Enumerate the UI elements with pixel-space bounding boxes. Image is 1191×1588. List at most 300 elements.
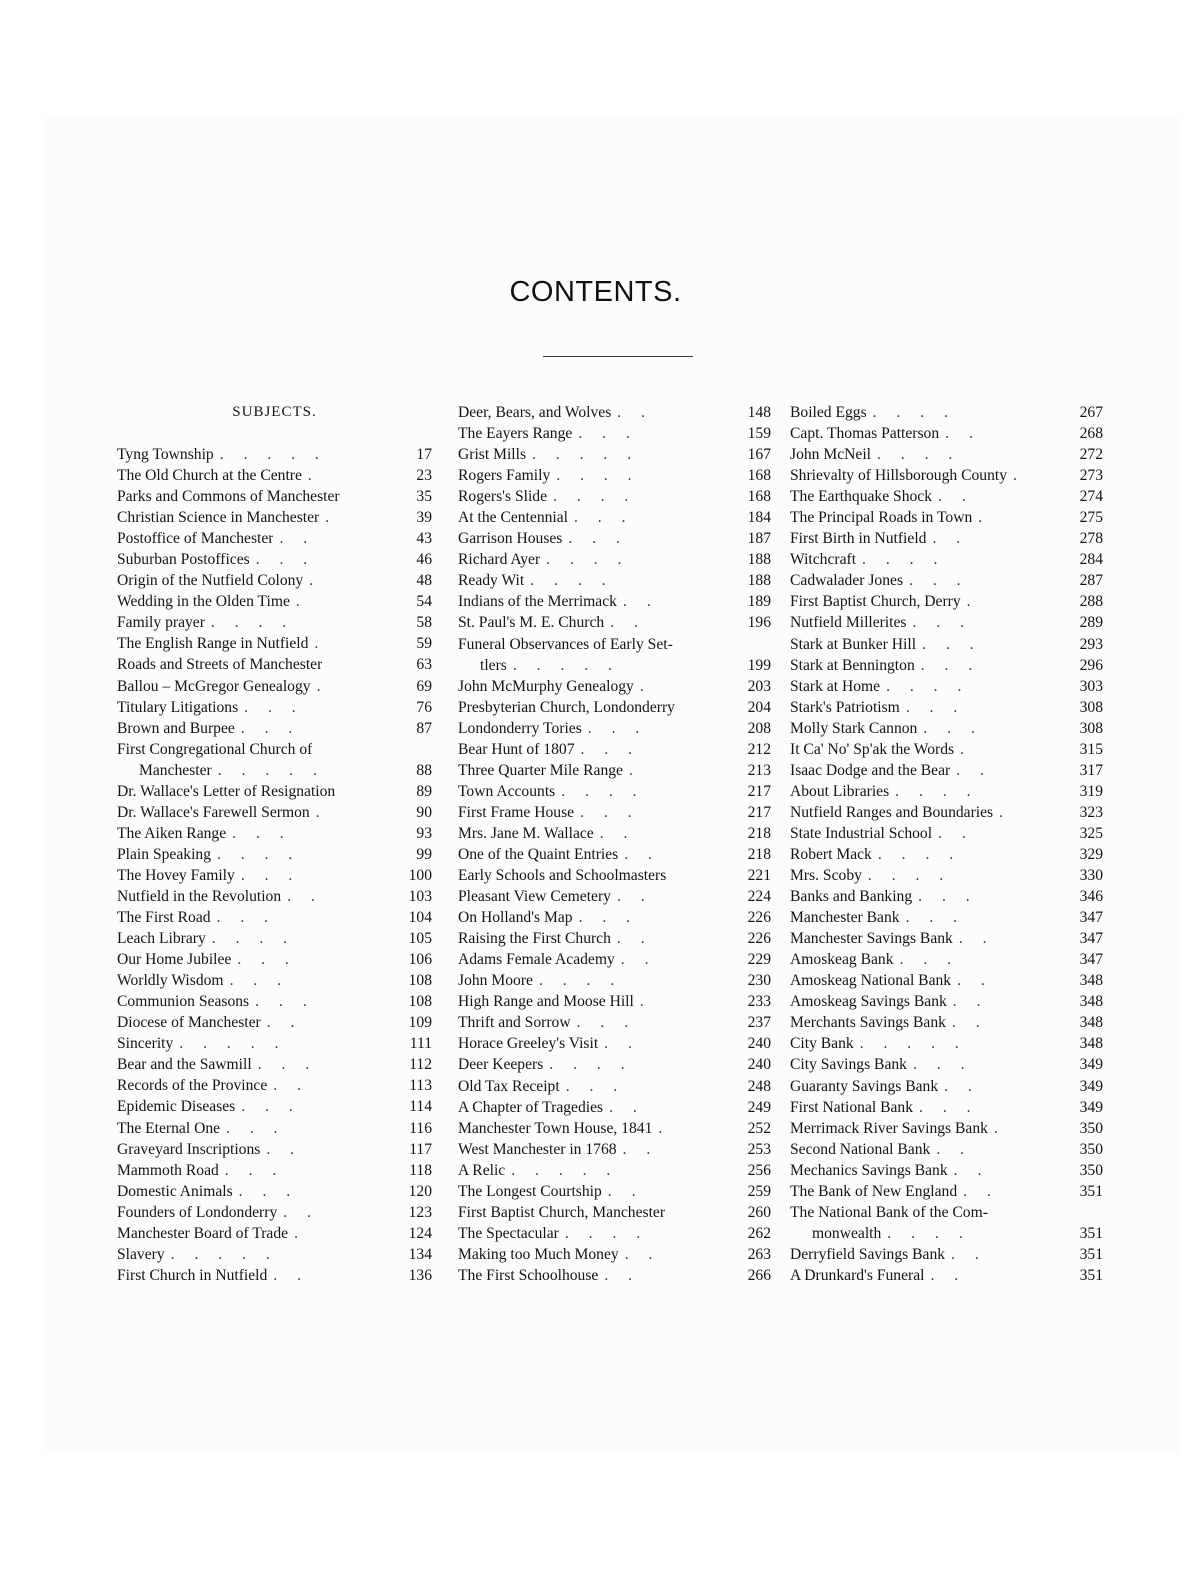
contents-entry [117, 781, 432, 802]
entry-leader-dots: . . . [240, 719, 301, 737]
entry-leader-dots: . . . . . [511, 1161, 619, 1179]
entry-leader-dots: . . . . . [859, 1035, 967, 1053]
entry-page-number: 349 [1079, 1056, 1103, 1074]
entry-title: Our Home Jubilee [117, 951, 232, 969]
contents-entry [117, 928, 432, 949]
entry-page-number: 58 [416, 614, 432, 632]
contents-entry [458, 1139, 771, 1160]
entry-title: Robert Mack [790, 845, 872, 863]
entry-title: Suburban Postoffices [117, 551, 250, 569]
entry-page-number: 124 [408, 1224, 432, 1242]
entry-title: John McMurphy Genealogy [458, 677, 634, 695]
entry-title: John Moore [458, 972, 533, 990]
entry-leader-dots: . [993, 1119, 1006, 1137]
entry-title: Origin of the Nutfield Colony [117, 572, 304, 590]
entry-title: First Baptist Church, Manchester [458, 1203, 666, 1221]
entry-title: First Baptist Church, Derry [790, 593, 961, 611]
entry-leader-dots: . . . [587, 719, 648, 737]
contents-entry [458, 865, 771, 886]
entry-title: A Drunkard's Funeral [790, 1266, 925, 1284]
entry-page-number: 105 [408, 930, 432, 948]
entry-page-number: 268 [1079, 425, 1103, 443]
entry-title: Tyng Township [117, 446, 214, 463]
contents-entry [117, 591, 432, 612]
contents-entry [117, 739, 432, 760]
entry-leader-dots: . [999, 803, 1012, 821]
entry-leader-dots: . . [616, 930, 653, 948]
entry-page-number: 118 [409, 1161, 432, 1179]
contents-entry [790, 570, 1103, 591]
contents-column-3 [790, 402, 1103, 1286]
entry-leader-dots: . . . . . [532, 446, 640, 464]
contents-entry [458, 676, 771, 697]
contents-entry [458, 507, 771, 528]
contents-entry [790, 760, 1103, 781]
entry-page-number: 347 [1079, 930, 1103, 948]
entry-title: Pleasant View Cemetery [458, 888, 611, 906]
contents-entry [458, 1118, 771, 1139]
entry-page-number: 43 [416, 530, 432, 548]
entry-page-number: 217 [747, 803, 771, 821]
entry-page-number: 323 [1079, 803, 1103, 821]
contents-entry [790, 676, 1103, 697]
contents-entry [458, 465, 771, 486]
entry-leader-dots: . . . . [564, 1224, 649, 1242]
contents-entry [790, 1181, 1103, 1202]
contents-entry [117, 991, 432, 1012]
entry-title: Ready Wit [458, 572, 525, 590]
entry-page-number: 248 [747, 1077, 771, 1095]
entry-page-number: 54 [416, 593, 432, 611]
entry-page-number: 237 [747, 1014, 771, 1032]
contents-entry [790, 865, 1103, 886]
contents-entry [458, 612, 771, 633]
contents-entry [117, 1244, 432, 1265]
entry-title: Domestic Animals [117, 1182, 233, 1200]
entry-leader-dots: . . . [255, 993, 315, 1011]
contents-entry [790, 1033, 1103, 1054]
contents-entry [790, 1012, 1103, 1033]
entry-leader-dots: . . . . . [219, 446, 327, 463]
contents-entry [117, 802, 432, 823]
entry-leader-dots: . . [956, 761, 992, 779]
entry-page-number: 259 [747, 1182, 771, 1200]
entry-page-number: 293 [1079, 635, 1103, 653]
contents-entry [458, 718, 771, 739]
entry-leader-dots: . . [963, 1182, 999, 1200]
entry-leader-dots: . . . [255, 551, 316, 569]
entry-leader-dots: . . [609, 1098, 645, 1116]
entry-page-number: 226 [747, 909, 771, 927]
contents-entry [458, 928, 771, 949]
entry-title: The Bank of New England [790, 1182, 958, 1200]
entry-leader-dots: . . [620, 951, 657, 969]
contents-entry [458, 444, 771, 465]
contents-entry [458, 697, 771, 718]
contents-entry [117, 1054, 432, 1075]
entry-title: Titulary Litigations [117, 698, 239, 716]
entry-leader-dots: . . [604, 1035, 640, 1053]
entry-page-number: 230 [747, 972, 771, 990]
entry-leader-dots: . [314, 635, 327, 653]
entry-title: Isaac Dodge and the Bear [790, 761, 951, 779]
contents-entry [790, 507, 1103, 528]
entry-leader-dots: . . . [240, 866, 301, 884]
entry-title: tlers [480, 656, 507, 674]
entry-page-number: 278 [1079, 530, 1103, 548]
contents-entry [117, 1139, 432, 1160]
entry-page-number: 240 [747, 1056, 771, 1074]
entry-title: Early Schools and Schoolmasters [458, 867, 667, 885]
entry-title: Amoskeag Bank [790, 951, 894, 969]
entry-title: Mechanics Savings Bank [790, 1161, 948, 1179]
entry-page-number: 256 [747, 1161, 771, 1179]
entry-leader-dots: . . [958, 930, 995, 948]
contents-entry [458, 949, 771, 970]
entry-title: Stark at Bunker Hill [790, 635, 917, 653]
entry-page-number: 346 [1079, 888, 1103, 906]
entry-page-number: 347 [1079, 951, 1103, 969]
contents-entry [790, 907, 1103, 928]
contents-entry [790, 1244, 1103, 1265]
contents-entry [117, 507, 432, 528]
contents-entry [117, 528, 432, 549]
entry-leader-dots: . . . [568, 530, 628, 548]
entry-page-number: 196 [747, 614, 771, 632]
contents-entry [458, 1076, 771, 1097]
entry-leader-dots: . . . [578, 425, 638, 443]
entry-page-number: 117 [409, 1140, 432, 1158]
entry-leader-dots: . . . [565, 1077, 626, 1095]
entry-page-number: 168 [747, 488, 771, 506]
entry-page-number: 348 [1079, 972, 1103, 990]
entry-page-number: 226 [747, 930, 771, 948]
entry-title: Postoffice of Manchester [117, 530, 274, 548]
entry-leader-dots: . . [951, 1245, 987, 1263]
entry-leader-dots: . . . . [867, 867, 952, 885]
entry-leader-dots: . . [957, 972, 993, 990]
contents-entry [790, 1054, 1103, 1075]
contents-entry [790, 655, 1103, 676]
entry-page-number: 288 [1079, 593, 1103, 611]
contents-entry [790, 844, 1103, 865]
entry-leader-dots: . [960, 740, 973, 758]
entry-leader-dots: . . . . . [170, 1245, 278, 1263]
entry-leader-dots: . . . . [887, 1224, 971, 1242]
entry-page-number: 240 [747, 1035, 771, 1053]
entry-title: About Libraries [790, 782, 890, 800]
entry-title: Manchester Board of Trade [117, 1224, 289, 1242]
entry-page-number: 212 [747, 740, 771, 758]
entry-page-number: 106 [408, 951, 432, 969]
entry-page-number: 113 [409, 1077, 432, 1095]
entry-leader-dots: . . [616, 888, 653, 906]
contents-entry [117, 1096, 432, 1117]
entry-page-number: 347 [1079, 909, 1103, 927]
entry-title: Merrimack River Savings Bank [790, 1119, 988, 1137]
contents-entry [458, 1265, 771, 1286]
entry-page-number: 109 [408, 1014, 432, 1032]
entry-title: Nutfield Millerites [790, 614, 907, 632]
entry-title: Rogers Family [458, 467, 551, 485]
entry-leader-dots: . [658, 1119, 671, 1137]
entry-page-number: 348 [1079, 1014, 1103, 1032]
entry-page-number: 217 [747, 782, 771, 800]
contents-entry [458, 655, 771, 676]
entry-leader-dots: . . . [899, 951, 960, 969]
entry-leader-dots: . . [938, 824, 974, 842]
contents-entry [790, 486, 1103, 507]
contents-entry [458, 823, 771, 844]
contents-entry [790, 1160, 1103, 1181]
contents-entry [458, 991, 771, 1012]
entry-leader-dots: . . [938, 488, 974, 506]
entry-page-number: 39 [416, 509, 432, 527]
entry-page-number: 218 [747, 845, 771, 863]
entry-page-number: 287 [1079, 572, 1103, 590]
entry-page-number: 349 [1079, 1098, 1103, 1116]
entry-leader-dots: . . . . [877, 446, 961, 464]
entry-page-number: 229 [747, 951, 771, 969]
entry-title: Nutfield Ranges and Boundaries [790, 803, 994, 821]
entry-leader-dots: . . . [244, 698, 304, 716]
contents-entry [117, 1223, 432, 1244]
contents-entry [790, 1076, 1103, 1097]
entry-page-number: 351 [1079, 1182, 1103, 1200]
entry-page-number: 203 [747, 677, 771, 695]
entry-page-number: 63 [416, 656, 432, 674]
contents-entry [790, 528, 1103, 549]
contents-entry [458, 591, 771, 612]
entry-page-number: 262 [747, 1224, 771, 1242]
entry-title: The Spectacular [458, 1224, 559, 1242]
entry-page-number: 199 [747, 656, 771, 674]
entry-leader-dots: . . [624, 1245, 661, 1263]
entry-page-number: 284 [1079, 551, 1103, 569]
entry-leader-dots: . . [953, 1161, 990, 1179]
entry-leader-dots: . . . [226, 1119, 286, 1137]
entry-page-number: 272 [1079, 446, 1103, 464]
contents-entry [790, 781, 1103, 802]
entry-leader-dots: . . [273, 1266, 309, 1284]
entry-page-number: 350 [1079, 1140, 1103, 1158]
entry-title: Bear and the Sawmill [117, 1056, 252, 1074]
entry-title: Grist Mills [458, 446, 527, 464]
entry-title: The English Range in Nutfield [117, 635, 309, 653]
contents-entry [790, 423, 1103, 444]
contents-entry [458, 907, 771, 928]
entry-title: City Savings Bank [790, 1056, 907, 1074]
entry-title: The Principal Roads in Town [790, 509, 973, 527]
contents-entry [458, 781, 771, 802]
entry-leader-dots: . . [622, 1140, 659, 1158]
entry-title: Shrievalty of Hillsborough County [790, 467, 1008, 485]
entry-title: Stark at Home [790, 677, 881, 695]
entry-leader-dots: . . . . [561, 782, 645, 800]
entry-page-number: 349 [1079, 1077, 1103, 1095]
entry-leader-dots: . . [273, 1077, 309, 1095]
entry-title: Wedding in the Olden Time [117, 593, 290, 611]
entry-leader-dots: . . [622, 593, 659, 611]
entry-title: Christian Science in Manchester [117, 509, 320, 527]
contents-entry [790, 718, 1103, 739]
entry-title: The First Schoolhouse [458, 1266, 599, 1284]
contents-entry [117, 633, 432, 654]
contents-column-2 [458, 402, 771, 1286]
contents-entry [458, 1033, 771, 1054]
entry-leader-dots: . . . . [862, 551, 946, 569]
entry-page-number: 187 [747, 530, 771, 548]
entry-leader-dots: . . [604, 1266, 641, 1284]
entry-page-number: 308 [1079, 719, 1103, 737]
entry-page-number: 167 [747, 446, 771, 464]
entry-page-number: 189 [747, 593, 771, 611]
entry-title: The Eternal One [117, 1119, 221, 1137]
contents-entry [458, 486, 771, 507]
entry-page-number: 204 [747, 698, 771, 716]
entry-leader-dots: . . . [912, 1056, 973, 1074]
entry-title: First Congregational Church of [117, 740, 313, 758]
entry-leader-dots: . [978, 509, 991, 527]
entry-page-number: 351 [1079, 1224, 1103, 1242]
entry-page-number: 351 [1079, 1266, 1103, 1284]
entry-leader-dots: . . [266, 1140, 303, 1158]
contents-entry [790, 1265, 1103, 1286]
entry-leader-dots: . . . [224, 1161, 285, 1179]
entry-title: Mrs. Jane M. Wallace [458, 824, 594, 842]
entry-page-number: 76 [416, 698, 432, 716]
contents-entry [117, 949, 432, 970]
entry-page-number: 87 [416, 719, 432, 737]
entry-title: A Relic [458, 1161, 506, 1179]
entry-leader-dots: . [628, 761, 641, 779]
entry-title: Leach Library [117, 930, 206, 948]
entry-title: The Earthquake Shock [790, 488, 933, 506]
entry-leader-dots: . . . . [895, 782, 979, 800]
entry-leader-dots: . . . . [530, 572, 614, 590]
entry-page-number: 89 [416, 782, 432, 800]
entry-leader-dots: . . . [909, 572, 969, 590]
entry-title: Three Quarter Mile Range [458, 761, 623, 779]
entry-page-number: 213 [747, 761, 771, 779]
entry-title: Raising the First Church [458, 930, 611, 948]
entry-title: The Longest Courtship [458, 1182, 602, 1200]
entry-title: Thrift and Sorrow [458, 1014, 571, 1032]
entry-leader-dots: . [316, 677, 329, 695]
contents-entry [117, 1265, 432, 1286]
contents-entry [458, 570, 771, 591]
entry-title: Plain Speaking [117, 845, 211, 863]
entry-page-number: 104 [408, 909, 432, 927]
entry-title: Amoskeag National Bank [790, 972, 952, 990]
entry-page-number: 273 [1079, 467, 1103, 485]
entry-title: Richard Ayer [458, 551, 541, 569]
entry-page-number: 303 [1079, 677, 1103, 695]
contents-entry [790, 697, 1103, 718]
entry-leader-dots: . . [610, 614, 646, 632]
entry-title: Manchester [139, 761, 212, 779]
entry-page-number: 351 [1079, 1245, 1103, 1263]
entry-title: The National Bank of the Com- [790, 1203, 988, 1221]
contents-entry [117, 570, 432, 591]
entry-title: The Aiken Range [117, 824, 227, 842]
contents-entry [458, 634, 771, 655]
entry-page-number: 188 [747, 551, 771, 569]
entry-leader-dots: . . [279, 530, 316, 548]
entry-title: One of the Quaint Entries [458, 845, 619, 863]
entry-page-number: 289 [1079, 614, 1103, 632]
entry-leader-dots: . . . [238, 1182, 299, 1200]
entry-page-number: 330 [1079, 867, 1103, 885]
entry-page-number: 350 [1079, 1161, 1103, 1179]
contents-entry [458, 1223, 771, 1244]
entry-page-number: 59 [416, 635, 432, 653]
contents-entry [458, 1202, 771, 1223]
entry-leader-dots: . [309, 572, 322, 590]
contents-entry [458, 1244, 771, 1265]
entry-leader-dots: . [307, 467, 320, 485]
entry-page-number: 329 [1079, 845, 1103, 863]
entry-leader-dots: . . . [580, 740, 640, 758]
entry-title: Funeral Observances of Early Set- [458, 635, 673, 653]
entry-title: Horace Greeley's Visit [458, 1035, 599, 1053]
entry-title: Stark at Bennington [790, 656, 915, 674]
entry-title: The Old Church at the Centre [117, 467, 302, 485]
entry-leader-dots: . [639, 677, 652, 695]
contents-entry [790, 886, 1103, 907]
contents-entry [458, 1012, 771, 1033]
contents-entry [458, 1181, 771, 1202]
entry-title: Stark's Patriotism [790, 698, 900, 716]
entry-leader-dots: . . . [905, 909, 966, 927]
entry-leader-dots: . . . . [217, 845, 301, 863]
entry-title: The First Road [117, 909, 211, 927]
entry-page-number: 252 [747, 1119, 771, 1137]
entry-leader-dots: . . . . [211, 930, 296, 948]
contents-list-1 [117, 444, 432, 1286]
entry-title: Ballou – McGregor Genealogy [117, 677, 311, 695]
entry-leader-dots: . . . . [877, 845, 962, 863]
contents-entry [117, 886, 432, 907]
entry-title: Merchants Savings Bank [790, 1014, 946, 1032]
contents-entry [790, 402, 1103, 423]
entry-title: Cadwalader Jones [790, 572, 904, 590]
entry-title: Derryfield Savings Bank [790, 1245, 946, 1263]
entry-leader-dots: . . . [578, 909, 639, 927]
entry-page-number: 315 [1079, 740, 1103, 758]
entry-page-number: 308 [1079, 698, 1103, 716]
entry-page-number: 218 [747, 824, 771, 842]
contents-entry [117, 444, 432, 465]
contents-entry [790, 1118, 1103, 1139]
entry-page-number: 136 [408, 1266, 432, 1284]
entry-leader-dots: . . . [919, 1098, 979, 1116]
contents-entry [117, 676, 432, 697]
entry-title: Molly Stark Cannon [790, 719, 918, 737]
contents-entry [790, 739, 1103, 760]
entry-leader-dots: . . . [920, 656, 981, 674]
contents-entry [458, 528, 771, 549]
entry-title: The Hovey Family [117, 866, 235, 884]
entry-title: Indians of the Merrimack [458, 593, 617, 611]
entry-leader-dots: . . . . [538, 972, 623, 990]
contents-entry [790, 970, 1103, 991]
entry-title: Amoskeag Savings Bank [790, 993, 947, 1011]
entry-page-number: 188 [747, 572, 771, 590]
contents-entry [458, 423, 771, 444]
entry-title: First Church in Nutfield [117, 1266, 268, 1284]
entry-leader-dots: . . [945, 425, 981, 443]
